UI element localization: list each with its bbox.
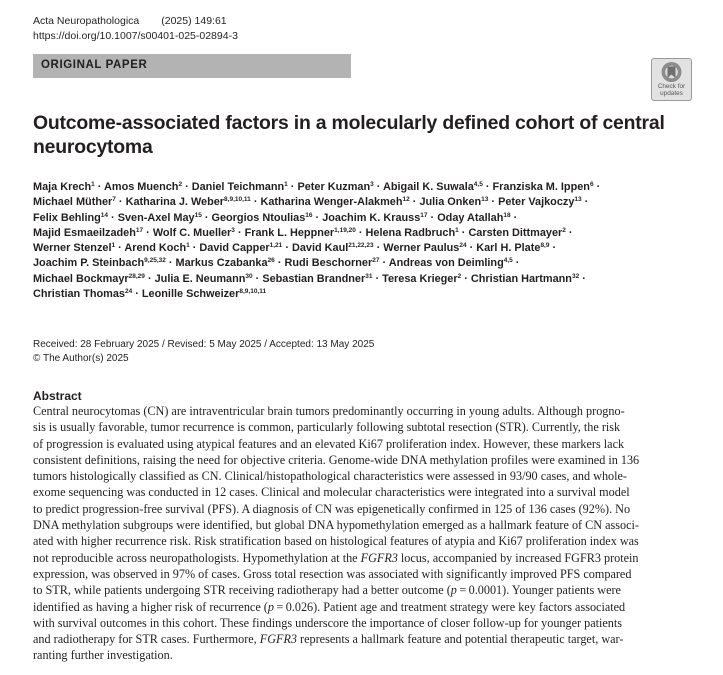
author-separator: · xyxy=(115,242,125,255)
affiliation-marker[interactable]: 6 xyxy=(589,181,594,188)
affiliation-marker[interactable]: 26 xyxy=(267,257,275,265)
author-name[interactable]: Leonille Schweizer xyxy=(141,288,240,301)
author-name[interactable]: Majid Esmaeilzadeh xyxy=(33,226,136,239)
abstract-line: ated with higher recurrence risk. Risk stratification based on histological features of atypia and Ki67 proliferation index was xyxy=(33,534,639,549)
author-name[interactable]: Amos Muench xyxy=(104,181,179,193)
author-separator: · xyxy=(373,242,384,255)
author-name[interactable]: Julia Onken xyxy=(419,196,482,209)
author-separator: · xyxy=(372,272,383,285)
author-name[interactable]: Michael Bockmayr xyxy=(33,272,129,285)
affiliation-marker[interactable]: 3 xyxy=(231,226,235,234)
abstract-line: DNA methylation subgroups were identified, but global DNA hypomethylation emerged as a hallmark feature of CN associ- xyxy=(33,518,639,533)
author-name[interactable]: Andreas von Deimling xyxy=(388,257,504,270)
author-separator: · xyxy=(274,257,285,270)
author-name[interactable]: Joachim K. Krauss xyxy=(322,211,421,224)
article-title: Outcome-associated factors in a molecularly defined cohort of central neurocytoma xyxy=(33,112,665,158)
author-separator: · xyxy=(143,226,153,239)
check-for-updates-line1: Check for xyxy=(657,83,686,90)
author-separator: · xyxy=(409,196,420,209)
abstract-line: Central neurocytomas (CN) are intraventricular brain tumors predominantly occurring in young adults. Although progno- xyxy=(33,404,625,418)
affiliation-marker[interactable]: 1,21 xyxy=(269,242,283,250)
affiliation-marker[interactable]: 30 xyxy=(245,272,253,280)
author-name[interactable]: Maja Krech xyxy=(33,181,92,193)
affiliation-marker[interactable]: 1 xyxy=(284,181,288,188)
author-line xyxy=(33,272,713,287)
received-revised-accepted: Received: 28 February 2025 / Revised: 5 May 2025 / Accepted: 13 May 2025 xyxy=(33,339,375,350)
abstract-line: consistent definitions, raising the need for objective criteria. Genome-wide DNA methylation profiles were examined in 136 xyxy=(33,452,640,467)
abstract-line: with survival outcomes in this cohort. These findings underscore the importance of closer follow-up for younger patients xyxy=(33,615,623,630)
affiliation-marker[interactable]: 9,25,32 xyxy=(144,257,166,265)
journal-name: Acta Neuropathologica xyxy=(33,15,140,27)
author-separator: · xyxy=(282,242,292,255)
affiliation-marker[interactable]: 13 xyxy=(481,196,489,204)
check-for-updates-line2: updates xyxy=(660,90,683,97)
author-name[interactable]: Werner Stenzel xyxy=(33,242,112,255)
affiliation-marker[interactable]: 3 xyxy=(370,181,374,188)
affiliation-marker[interactable]: 16 xyxy=(305,211,313,219)
author-name[interactable]: Christian Thomas xyxy=(33,288,125,301)
affiliation-marker[interactable]: 4,5 xyxy=(503,257,513,265)
author-name[interactable]: Karl H. Plate xyxy=(476,242,541,255)
author-separator: · xyxy=(458,226,469,239)
author-separator: · xyxy=(593,181,601,193)
affiliation-marker[interactable]: 31 xyxy=(365,272,373,280)
abstract-line: sis is usually favorable, tumor recurrence is common, particularly following subtotal resection (STR). Currently, the risk xyxy=(33,420,621,435)
affiliation-marker[interactable]: 24 xyxy=(124,288,133,296)
author-list xyxy=(33,180,713,302)
author-name[interactable]: Sebastian Brandner xyxy=(262,272,366,285)
author-separator: · xyxy=(427,211,438,224)
author-separator: · xyxy=(510,211,518,224)
author-separator: · xyxy=(355,226,366,239)
author-line xyxy=(33,226,713,241)
check-for-updates-badge[interactable] xyxy=(651,58,692,101)
author-name[interactable]: Wolf C. Mueller xyxy=(152,226,232,239)
author-name[interactable]: Werner Paulus xyxy=(383,242,460,255)
publication-history xyxy=(33,338,374,366)
author-separator: · xyxy=(549,242,557,255)
affiliation-marker[interactable]: 1 xyxy=(186,242,190,250)
author-separator: · xyxy=(201,211,212,224)
author-separator: · xyxy=(165,257,176,270)
bookmark-ribbon-icon xyxy=(660,61,683,83)
author-line xyxy=(33,287,713,302)
abstract-text xyxy=(33,403,693,664)
author-line xyxy=(33,241,713,256)
affiliation-marker[interactable]: 1 xyxy=(91,181,95,188)
affiliation-marker[interactable]: 2 xyxy=(562,226,566,234)
author-separator: · xyxy=(287,181,298,193)
author-separator: · xyxy=(373,181,383,193)
author-name[interactable]: Julia E. Neumann xyxy=(154,272,246,285)
affiliation-marker[interactable]: 28,29 xyxy=(128,272,145,280)
author-name[interactable]: Abigail K. Suwala xyxy=(383,181,474,193)
author-name[interactable]: Rudi Beschorner xyxy=(284,257,373,270)
abstract-line: of progression is evaluated using atypical features and an elevated Ki67 proliferation index. However, these markers lack xyxy=(33,436,625,451)
author-name[interactable]: Christian Hartmann xyxy=(470,272,572,285)
affiliation-marker[interactable]: 1 xyxy=(455,226,459,234)
abstract-line: exome sequencing was conducted in 12 cases. Clinical and molecular characteristics were integrated into a survival model xyxy=(33,485,630,500)
affiliation-marker[interactable]: 15 xyxy=(194,211,202,219)
abstract-line: and radiotherapy for STR cases. Furthermore, FGFR3 represents a hallmark feature and potential therapeutic target, war- xyxy=(33,632,624,647)
doi-link[interactable]: https://doi.org/10.1007/s00401-025-02894-3 xyxy=(33,30,238,42)
author-name[interactable]: Markus Czabanka xyxy=(175,257,268,270)
affiliation-marker[interactable]: 2 xyxy=(457,272,462,280)
author-separator: · xyxy=(132,288,142,301)
author-separator: · xyxy=(461,272,471,285)
article-type-label: ORIGINAL PAPER xyxy=(41,59,148,71)
author-name[interactable]: Arend Koch xyxy=(124,242,187,255)
abstract-heading: Abstract xyxy=(33,389,82,403)
affiliation-marker[interactable]: 1 xyxy=(111,242,116,250)
author-name[interactable]: Georgios Ntoulias xyxy=(211,211,306,224)
affiliation-marker[interactable]: 8,9 xyxy=(540,242,550,250)
author-name[interactable]: Joachim P. Steinbach xyxy=(33,257,145,270)
affiliation-marker[interactable]: 8,9,10,11 xyxy=(224,196,251,204)
author-separator: · xyxy=(466,242,477,255)
abstract-line: not reproducible across neuropathologists. Hypomethylation at the FGFR3 locus, accompanied by increased FGFR3 protein xyxy=(33,550,639,565)
author-line xyxy=(33,211,713,226)
author-name[interactable]: Helena Radbruch xyxy=(365,226,456,239)
author-name[interactable]: Peter Vajkoczy xyxy=(498,196,575,209)
check-for-updates-label xyxy=(652,83,691,97)
author-separator: · xyxy=(182,181,192,193)
author-separator: · xyxy=(581,196,589,209)
author-name[interactable]: Oday Atallah xyxy=(437,211,504,224)
author-separator: · xyxy=(234,226,245,239)
author-separator: · xyxy=(252,272,263,285)
author-name[interactable]: David Kaul xyxy=(291,242,349,255)
journal-volume: (2025) 149:61 xyxy=(161,15,227,27)
author-separator: · xyxy=(144,272,155,285)
author-line xyxy=(33,195,713,210)
author-separator: · xyxy=(250,196,261,209)
author-name[interactable]: Felix Behling xyxy=(33,211,101,224)
abstract-line: to STR, while patients undergoing STR receiving radiotherapy had a better outcome (p = 0.0001). Younger patients were xyxy=(33,583,621,598)
author-line xyxy=(33,180,713,195)
affiliation-marker[interactable]: 24 xyxy=(459,242,467,250)
affiliation-marker[interactable]: 2 xyxy=(178,181,183,188)
author-name[interactable]: Katharina Wenger-Alakmeh xyxy=(260,196,403,209)
author-name[interactable]: Peter Kuzman xyxy=(297,181,371,193)
abstract-line: to predict progression-free survival (PFS). A diagnosis of CN was epigenetically confirmed in 125 of 136 cases (92%). No xyxy=(33,501,631,516)
author-name[interactable]: Sven-Axel May xyxy=(117,211,195,224)
author-separator: · xyxy=(482,181,493,193)
affiliation-marker[interactable]: 1,19,20 xyxy=(334,226,356,234)
affiliation-marker[interactable]: 14 xyxy=(100,211,109,219)
abstract-line: expression, was observed in 97% of cases. Gross total resection was associated with significantly improved PFS compared xyxy=(33,566,632,581)
author-separator: · xyxy=(579,272,586,285)
abstract-line: ranting further investigation. xyxy=(33,648,173,663)
author-separator: · xyxy=(189,242,200,255)
author-name[interactable]: Katharina J. Weber xyxy=(125,196,225,209)
author-name[interactable]: Michael Müther xyxy=(33,196,113,209)
author-name[interactable]: David Capper xyxy=(199,242,270,255)
affiliation-marker[interactable]: 32 xyxy=(571,272,580,280)
author-separator: · xyxy=(565,226,573,239)
affiliation-marker[interactable]: 27 xyxy=(372,257,380,265)
author-name[interactable]: Teresa Krieger xyxy=(382,272,458,285)
affiliation-marker[interactable]: 4,5 xyxy=(473,181,483,188)
author-separator: · xyxy=(108,211,118,224)
author-separator: · xyxy=(379,257,389,270)
author-separator: · xyxy=(94,181,105,193)
journal-citation xyxy=(33,14,227,29)
affiliation-marker[interactable]: 17 xyxy=(420,211,428,219)
copyright-notice: © The Author(s) 2025 xyxy=(33,353,129,364)
author-separator: · xyxy=(512,257,520,270)
affiliation-marker[interactable]: 17 xyxy=(135,226,144,234)
author-separator: · xyxy=(488,196,499,209)
author-separator: · xyxy=(115,196,126,209)
author-name[interactable]: Daniel Teichmann xyxy=(191,181,285,193)
abstract-line: identified as having a higher risk of recurrence (p = 0.026). Patient age and treatment strategy were key factors associated xyxy=(33,599,626,614)
author-line xyxy=(33,256,713,271)
affiliation-marker[interactable]: 18 xyxy=(503,211,511,219)
affiliation-marker[interactable]: 21,22,23 xyxy=(348,242,374,250)
author-name[interactable]: Franziska M. Ippen xyxy=(492,181,590,193)
affiliation-marker[interactable]: 8,9,10,11 xyxy=(239,288,267,296)
affiliation-marker[interactable]: 7 xyxy=(112,196,116,204)
article-type-banner xyxy=(33,54,351,78)
affiliation-marker[interactable]: 12 xyxy=(402,196,410,204)
author-name[interactable]: Frank L. Heppner xyxy=(244,226,335,239)
affiliation-marker[interactable]: 13 xyxy=(574,196,582,204)
author-separator: · xyxy=(312,211,323,224)
abstract-line: tumors histologically classified as CN. Clinical/histopathological characteristics were assessed in 93/90 cases, and whole- xyxy=(33,469,627,484)
author-name[interactable]: Carsten Dittmayer xyxy=(468,226,563,239)
